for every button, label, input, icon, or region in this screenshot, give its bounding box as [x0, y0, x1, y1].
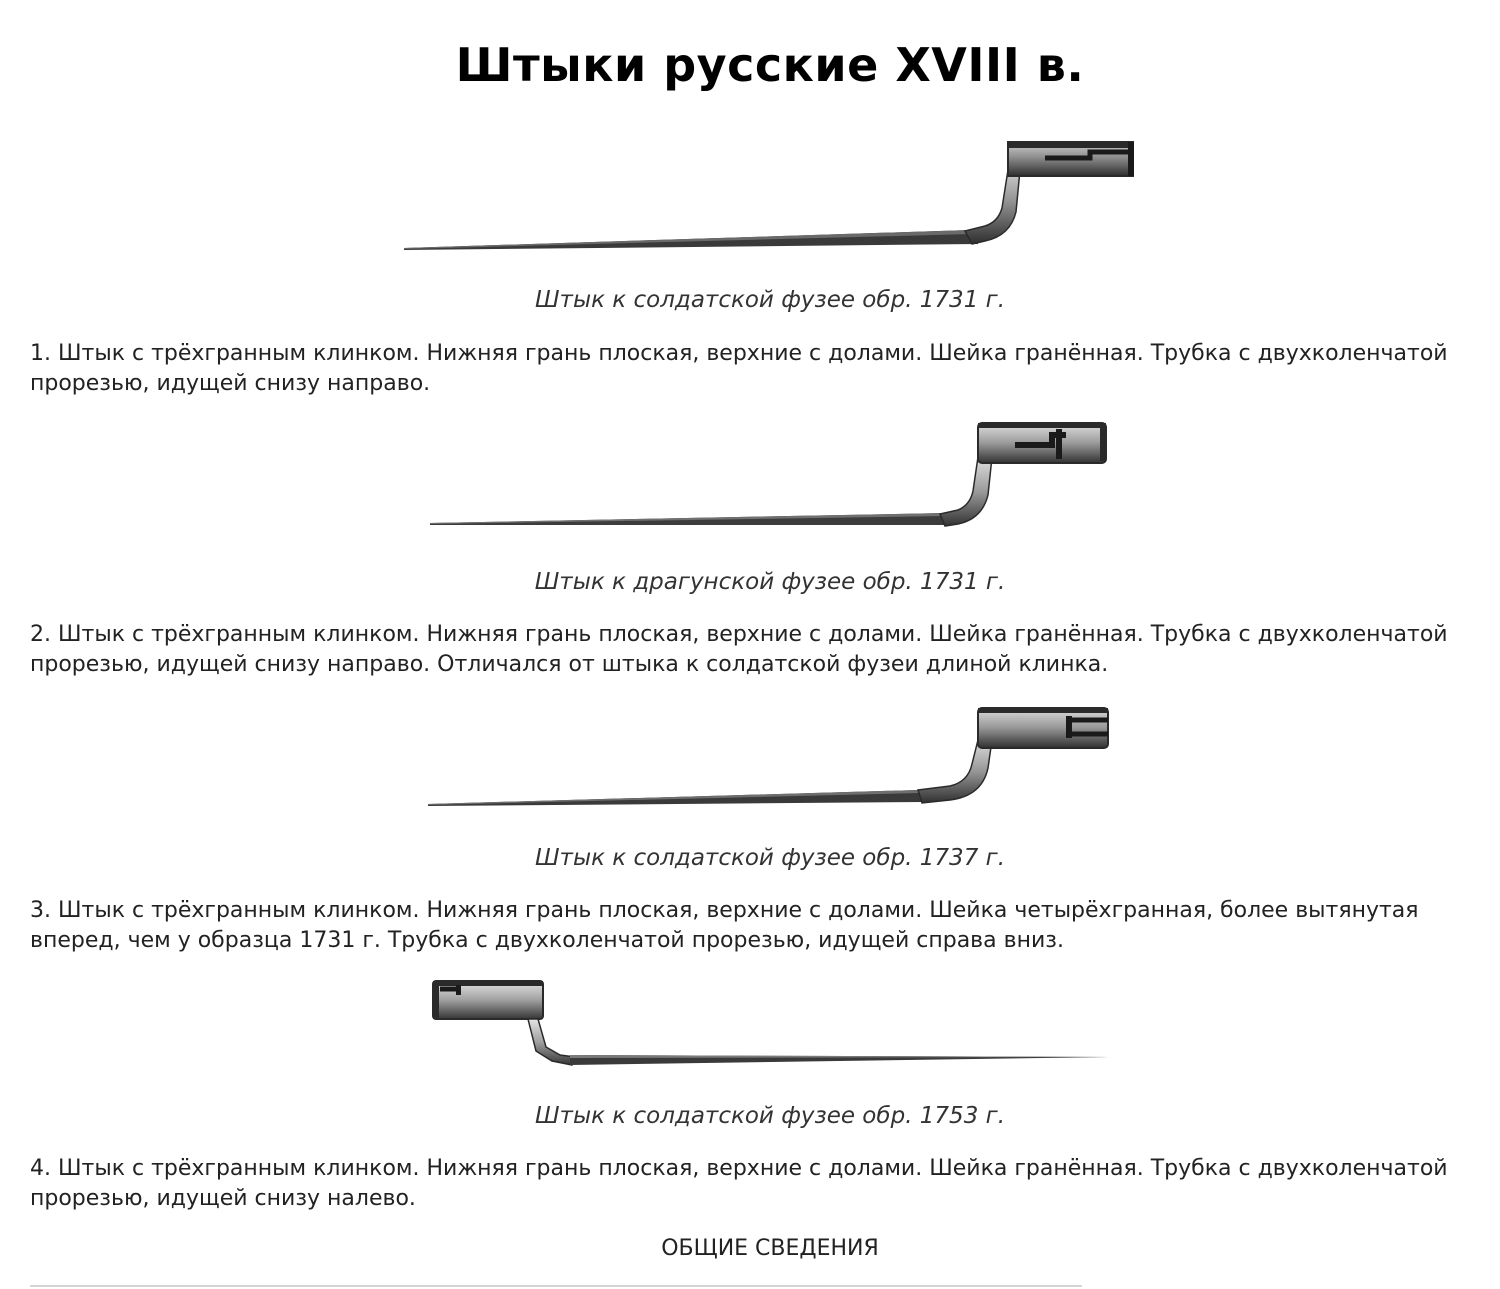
bayonet-figure-3 — [0, 700, 1500, 815]
bayonet-figure-1 — [0, 130, 1500, 260]
bayonet-2-image — [0, 415, 1500, 540]
bayonet-figure-4 — [0, 975, 1500, 1075]
bayonet-description-2: 2. Штык с трёхгранным клинком. Нижняя грань плоская, верхние с долами. Шейка гранённая. Трубка с двухколенчатой прорезью, идущей снизу направо. Отличался от штыка к солдатской фузеи длиной клинка. — [30, 622, 1448, 677]
bayonet-figure-2 — [0, 415, 1500, 540]
bayonet-caption-2: Штык к драгунской фузее обр. 1731 г. — [534, 569, 1006, 595]
bayonet-caption-1: Штык к солдатской фузее обр. 1731 г. — [534, 287, 1006, 313]
bayonet-description-1: 1. Штык с трёхгранным клинком. Нижняя грань плоская, верхние с долами. Шейка гранённая. Трубка с двухколенчатой прорезью, идущей снизу направо. — [30, 341, 1448, 396]
bayonet-3-image — [0, 700, 1500, 815]
page-title: Штыки русские XVIII в. — [455, 38, 1085, 92]
bayonet-4-image — [0, 975, 1500, 1075]
bayonet-description-3: 3. Штык с трёхгранным клинком. Нижняя грань плоская, верхние с долами. Шейка четырёхгранная, более вытянутая вперед, чем у образца 1731 г. Трубка с двухколенчатой прорезью, идущей справа вниз. — [30, 898, 1419, 953]
bayonet-description-4: 4. Штык с трёхгранным клинком. Нижняя грань плоская, верхние с долами. Шейка гранённая. Трубка с двухколенчатой прорезью, идущей снизу налево. — [30, 1156, 1448, 1211]
bayonet-1-image — [0, 130, 1500, 260]
bayonet-caption-3: Штык к солдатской фузее обр. 1737 г. — [534, 845, 1006, 871]
bayonet-caption-4: Штык к солдатской фузее обр. 1753 г. — [534, 1103, 1006, 1129]
divider — [30, 1285, 1082, 1287]
general-info-link[interactable]: ОБЩИЕ СВЕДЕНИЯ — [661, 1236, 879, 1261]
